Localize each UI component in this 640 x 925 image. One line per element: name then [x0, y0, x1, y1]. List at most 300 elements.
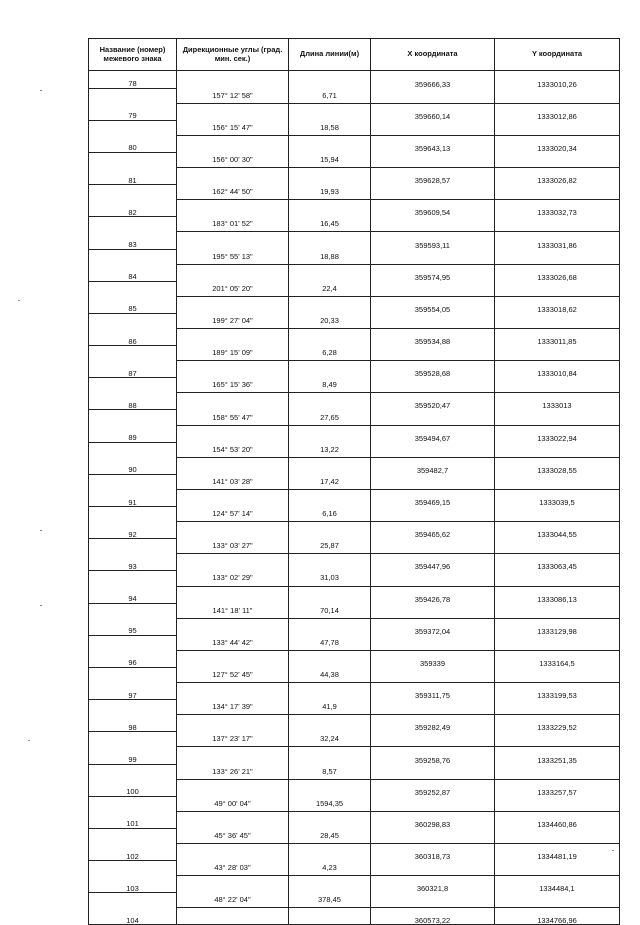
point-cell-empty [89, 796, 177, 811]
point-number: 98 [89, 715, 177, 732]
header-y: Y координата [495, 39, 620, 71]
point-number: 91 [89, 489, 177, 506]
point-number: 96 [89, 650, 177, 667]
point-number: 101 [89, 811, 177, 828]
angle-cell-empty [177, 425, 289, 442]
length-cell-empty [289, 908, 371, 925]
line-length: 44,38 [289, 667, 371, 682]
coordinates-table [88, 38, 620, 925]
point-row [89, 135, 620, 152]
point-cell-empty [89, 185, 177, 200]
point-number: 94 [89, 586, 177, 603]
point-number: 88 [89, 393, 177, 410]
point-row [89, 747, 620, 764]
x-cell-empty [371, 635, 495, 650]
line-length: 378,45 [289, 893, 371, 908]
y-cell-empty [495, 120, 620, 135]
segment-row [89, 120, 620, 135]
point-cell-empty [89, 442, 177, 457]
point-row [89, 779, 620, 796]
segment-row [89, 313, 620, 328]
y-cell-empty [495, 539, 620, 554]
segment-row [89, 410, 620, 425]
segment-row [89, 700, 620, 715]
point-number: 87 [89, 361, 177, 378]
direction-angle: 156° 00' 30" [177, 152, 289, 167]
angle-cell-empty [177, 779, 289, 796]
length-cell-empty [289, 522, 371, 539]
line-length: 4,23 [289, 861, 371, 876]
length-cell-empty [289, 361, 371, 378]
line-length: 6,16 [289, 507, 371, 522]
length-cell-empty [289, 554, 371, 571]
x-cell-empty [371, 217, 495, 232]
y-cell-empty [495, 764, 620, 779]
segment-row [89, 442, 620, 457]
segment-row [89, 249, 620, 264]
x-coordinate: 359494,67 [371, 425, 495, 442]
point-row [89, 844, 620, 861]
point-row [89, 908, 620, 925]
direction-angle: 127° 52' 45" [177, 667, 289, 682]
x-coordinate: 360321,8 [371, 876, 495, 893]
point-row [89, 200, 620, 217]
length-cell-empty [289, 779, 371, 796]
direction-angle: 48° 22' 04" [177, 893, 289, 908]
y-cell-empty [495, 442, 620, 457]
angle-cell-empty [177, 844, 289, 861]
y-cell-empty [495, 378, 620, 393]
point-cell-empty [89, 152, 177, 167]
y-coordinate: 1334460,86 [495, 811, 620, 828]
point-number: 78 [89, 71, 177, 89]
y-cell-empty [495, 410, 620, 425]
direction-angle: 133° 44' 42" [177, 635, 289, 650]
direction-angle: 133° 26' 21" [177, 764, 289, 779]
line-length: 6,71 [289, 88, 371, 103]
angle-cell-empty [177, 103, 289, 120]
point-cell-empty [89, 88, 177, 103]
line-length: 25,87 [289, 539, 371, 554]
x-cell-empty [371, 861, 495, 876]
x-coordinate: 359339 [371, 650, 495, 667]
header-point: Название (номер) межевого знака [89, 39, 177, 71]
segment-row [89, 764, 620, 779]
scan-speck [40, 90, 42, 91]
y-coordinate: 1333028,55 [495, 457, 620, 474]
point-number: 79 [89, 103, 177, 120]
line-length: 16,45 [289, 217, 371, 232]
x-coordinate: 359534,88 [371, 329, 495, 346]
direction-angle: 137° 23' 17" [177, 732, 289, 747]
point-number: 103 [89, 876, 177, 893]
line-length: 20,33 [289, 313, 371, 328]
y-coordinate: 1333086,13 [495, 586, 620, 603]
point-row [89, 296, 620, 313]
point-number: 102 [89, 844, 177, 861]
y-coordinate: 1333012,86 [495, 103, 620, 120]
angle-cell-empty [177, 522, 289, 539]
point-number: 86 [89, 329, 177, 346]
length-cell-empty [289, 586, 371, 603]
y-cell-empty [495, 313, 620, 328]
line-length: 27,65 [289, 410, 371, 425]
y-cell-empty [495, 281, 620, 296]
direction-angle: 49° 00' 04" [177, 796, 289, 811]
y-cell-empty [495, 217, 620, 232]
point-row [89, 264, 620, 281]
point-row [89, 522, 620, 539]
y-cell-empty [495, 635, 620, 650]
y-coordinate: 1333229,52 [495, 715, 620, 732]
y-coordinate: 1333026,68 [495, 264, 620, 281]
x-coordinate: 359643,13 [371, 135, 495, 152]
y-cell-empty [495, 667, 620, 682]
scan-speck [40, 530, 42, 531]
angle-cell-empty [177, 393, 289, 410]
point-cell-empty [89, 893, 177, 908]
point-row [89, 554, 620, 571]
scan-speck [18, 300, 20, 301]
y-cell-empty [495, 828, 620, 843]
angle-cell-empty [177, 554, 289, 571]
length-cell-empty [289, 844, 371, 861]
y-coordinate: 1333251,35 [495, 747, 620, 764]
direction-angle: 154° 53' 20" [177, 442, 289, 457]
segment-row [89, 378, 620, 393]
direction-angle: 183° 01' 52" [177, 217, 289, 232]
y-cell-empty [495, 346, 620, 361]
segment-row [89, 732, 620, 747]
point-number: 81 [89, 168, 177, 185]
y-cell-empty [495, 796, 620, 811]
x-coordinate: 359426,78 [371, 586, 495, 603]
y-cell-empty [495, 152, 620, 167]
point-row [89, 393, 620, 410]
y-coordinate: 1333011,85 [495, 329, 620, 346]
direction-angle: 134° 17' 39" [177, 700, 289, 715]
line-length: 47,78 [289, 635, 371, 650]
y-coordinate: 1333010,84 [495, 361, 620, 378]
angle-cell-empty [177, 361, 289, 378]
x-coordinate: 359447,96 [371, 554, 495, 571]
point-cell-empty [89, 603, 177, 618]
x-cell-empty [371, 442, 495, 457]
angle-cell-empty [177, 811, 289, 828]
x-coordinate: 359311,75 [371, 683, 495, 700]
scan-speck [612, 850, 614, 851]
point-cell-empty [89, 474, 177, 489]
scan-speck [40, 605, 42, 606]
x-coordinate: 359628,57 [371, 168, 495, 185]
x-cell-empty [371, 571, 495, 586]
line-length: 19,93 [289, 185, 371, 200]
point-row [89, 618, 620, 635]
x-coordinate: 359469,15 [371, 489, 495, 506]
direction-angle: 195° 55' 13" [177, 249, 289, 264]
y-coordinate: 1333199,53 [495, 683, 620, 700]
length-cell-empty [289, 683, 371, 700]
point-cell-empty [89, 732, 177, 747]
x-coordinate: 359666,33 [371, 71, 495, 89]
y-cell-empty [495, 700, 620, 715]
point-cell-empty [89, 281, 177, 296]
point-row [89, 425, 620, 442]
line-length: 17,42 [289, 474, 371, 489]
x-cell-empty [371, 378, 495, 393]
y-coordinate: 1333013 [495, 393, 620, 410]
point-number: 100 [89, 779, 177, 796]
segment-row [89, 667, 620, 682]
y-coordinate: 1333026,82 [495, 168, 620, 185]
segment-row [89, 603, 620, 618]
length-cell-empty [289, 168, 371, 185]
angle-cell-empty [177, 908, 289, 925]
direction-angle: 133° 02' 29" [177, 571, 289, 586]
segment-row [89, 571, 620, 586]
x-coordinate: 360573,22 [371, 908, 495, 925]
x-coordinate: 360298,83 [371, 811, 495, 828]
y-coordinate: 1333018,62 [495, 296, 620, 313]
segment-row [89, 796, 620, 811]
length-cell-empty [289, 457, 371, 474]
header-row [89, 39, 620, 71]
y-coordinate: 1333039,5 [495, 489, 620, 506]
line-length: 32,24 [289, 732, 371, 747]
y-coordinate: 1333020,34 [495, 135, 620, 152]
point-number: 93 [89, 554, 177, 571]
point-row [89, 232, 620, 249]
x-cell-empty [371, 249, 495, 264]
x-cell-empty [371, 796, 495, 811]
point-cell-empty [89, 313, 177, 328]
table-header [89, 39, 620, 71]
y-coordinate: 1333129,98 [495, 618, 620, 635]
angle-cell-empty [177, 650, 289, 667]
y-cell-empty [495, 507, 620, 522]
angle-cell-empty [177, 457, 289, 474]
y-coordinate: 1333010,26 [495, 71, 620, 89]
line-length: 18,58 [289, 120, 371, 135]
segment-row [89, 217, 620, 232]
line-length: 22,4 [289, 281, 371, 296]
segment-row [89, 281, 620, 296]
point-number: 92 [89, 522, 177, 539]
y-coordinate: 1333032,73 [495, 200, 620, 217]
x-cell-empty [371, 828, 495, 843]
length-cell-empty [289, 200, 371, 217]
point-number: 99 [89, 747, 177, 764]
direction-angle: 141° 03' 28" [177, 474, 289, 489]
point-cell-empty [89, 861, 177, 876]
x-coordinate: 359593,11 [371, 232, 495, 249]
direction-angle: 156° 15' 47" [177, 120, 289, 135]
line-length: 15,94 [289, 152, 371, 167]
x-coordinate: 359258,76 [371, 747, 495, 764]
length-cell-empty [289, 747, 371, 764]
x-cell-empty [371, 603, 495, 618]
point-row [89, 876, 620, 893]
angle-cell-empty [177, 876, 289, 893]
y-cell-empty [495, 603, 620, 618]
line-length: 6,28 [289, 346, 371, 361]
angle-cell-empty [177, 232, 289, 249]
point-row [89, 650, 620, 667]
point-cell-empty [89, 507, 177, 522]
angle-cell-empty [177, 586, 289, 603]
length-cell-empty [289, 715, 371, 732]
point-row [89, 586, 620, 603]
line-length: 1594,35 [289, 796, 371, 811]
point-cell-empty [89, 410, 177, 425]
point-cell-empty [89, 120, 177, 135]
length-cell-empty [289, 264, 371, 281]
length-cell-empty [289, 876, 371, 893]
point-cell-empty [89, 539, 177, 554]
segment-row [89, 88, 620, 103]
length-cell-empty [289, 425, 371, 442]
y-cell-empty [495, 185, 620, 200]
angle-cell-empty [177, 715, 289, 732]
direction-angle: 141° 18' 11" [177, 603, 289, 618]
y-coordinate: 1333022,94 [495, 425, 620, 442]
direction-angle: 133° 03' 27" [177, 539, 289, 554]
x-coordinate: 359574,95 [371, 264, 495, 281]
point-cell-empty [89, 828, 177, 843]
point-number: 95 [89, 618, 177, 635]
y-coordinate: 1333063,45 [495, 554, 620, 571]
x-cell-empty [371, 732, 495, 747]
x-coordinate: 359372,04 [371, 618, 495, 635]
line-length: 41,9 [289, 700, 371, 715]
point-row [89, 103, 620, 120]
x-cell-empty [371, 507, 495, 522]
length-cell-empty [289, 489, 371, 506]
x-cell-empty [371, 152, 495, 167]
angle-cell-empty [177, 296, 289, 313]
angle-cell-empty [177, 747, 289, 764]
length-cell-empty [289, 135, 371, 152]
y-cell-empty [495, 249, 620, 264]
segment-row [89, 152, 620, 167]
direction-angle: 165° 15' 36" [177, 378, 289, 393]
segment-row [89, 635, 620, 650]
point-row [89, 683, 620, 700]
y-coordinate: 1333044,55 [495, 522, 620, 539]
point-cell-empty [89, 346, 177, 361]
x-cell-empty [371, 185, 495, 200]
scan-speck [28, 740, 30, 741]
angle-cell-empty [177, 200, 289, 217]
point-number: 89 [89, 425, 177, 442]
table-body [89, 71, 620, 925]
x-coordinate: 359252,87 [371, 779, 495, 796]
y-coordinate: 1334481,19 [495, 844, 620, 861]
line-length: 8,49 [289, 378, 371, 393]
segment-row [89, 828, 620, 843]
length-cell-empty [289, 650, 371, 667]
angle-cell-empty [177, 329, 289, 346]
length-cell-empty [289, 811, 371, 828]
x-cell-empty [371, 281, 495, 296]
x-cell-empty [371, 410, 495, 425]
direction-angle: 157° 12' 58" [177, 88, 289, 103]
x-cell-empty [371, 539, 495, 554]
length-cell-empty [289, 618, 371, 635]
line-length: 13,22 [289, 442, 371, 457]
length-cell-empty [289, 296, 371, 313]
point-row [89, 71, 620, 89]
x-coordinate: 359609,54 [371, 200, 495, 217]
point-row [89, 457, 620, 474]
y-cell-empty [495, 861, 620, 876]
x-cell-empty [371, 346, 495, 361]
length-cell-empty [289, 232, 371, 249]
length-cell-empty [289, 71, 371, 89]
segment-row [89, 893, 620, 908]
point-row [89, 329, 620, 346]
line-length: 8,57 [289, 764, 371, 779]
length-cell-empty [289, 393, 371, 410]
point-number: 83 [89, 232, 177, 249]
point-row [89, 811, 620, 828]
point-number: 90 [89, 457, 177, 474]
point-number: 85 [89, 296, 177, 313]
point-cell-empty [89, 700, 177, 715]
line-length: 28,45 [289, 828, 371, 843]
y-cell-empty [495, 88, 620, 103]
segment-row [89, 474, 620, 489]
point-cell-empty [89, 217, 177, 232]
segment-row [89, 861, 620, 876]
x-cell-empty [371, 313, 495, 328]
point-cell-empty [89, 378, 177, 393]
point-cell-empty [89, 764, 177, 779]
point-cell-empty [89, 635, 177, 650]
segment-row [89, 346, 620, 361]
direction-angle: 43° 28' 03" [177, 861, 289, 876]
direction-angle: 162° 44' 50" [177, 185, 289, 200]
x-cell-empty [371, 88, 495, 103]
y-coordinate: 1334766,96 [495, 908, 620, 925]
line-length: 18,88 [289, 249, 371, 264]
y-cell-empty [495, 893, 620, 908]
angle-cell-empty [177, 683, 289, 700]
angle-cell-empty [177, 71, 289, 89]
x-coordinate: 359465,62 [371, 522, 495, 539]
point-number: 84 [89, 264, 177, 281]
x-coordinate: 359282,49 [371, 715, 495, 732]
x-cell-empty [371, 764, 495, 779]
y-coordinate: 1333031,86 [495, 232, 620, 249]
direction-angle: 158° 55' 47" [177, 410, 289, 425]
point-row [89, 168, 620, 185]
x-cell-empty [371, 893, 495, 908]
direction-angle: 201° 05' 20" [177, 281, 289, 296]
direction-angle: 124° 57' 14" [177, 507, 289, 522]
x-cell-empty [371, 667, 495, 682]
line-length: 70,14 [289, 603, 371, 618]
point-number: 104 [89, 908, 177, 925]
point-number: 97 [89, 683, 177, 700]
x-cell-empty [371, 700, 495, 715]
header-x: X координата [371, 39, 495, 71]
y-cell-empty [495, 732, 620, 747]
point-row [89, 489, 620, 506]
angle-cell-empty [177, 168, 289, 185]
direction-angle: 189° 15' 09" [177, 346, 289, 361]
y-cell-empty [495, 571, 620, 586]
